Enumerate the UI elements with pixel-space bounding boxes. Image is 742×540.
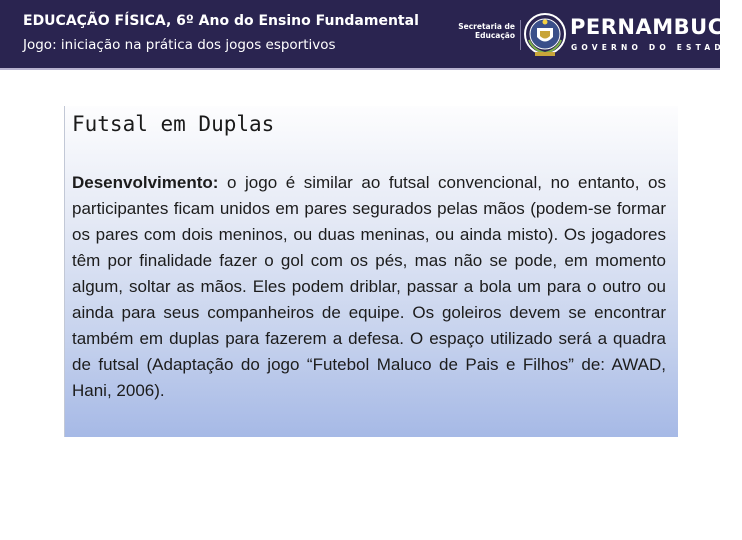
header-divider [0, 68, 720, 70]
body-paragraph: o jogo é similar ao futsal convencional, no entanto, os participantes ficam unidos em pares segurados pelas mãos (podem-se formar os pares com dois meninos, ou duas meninas, ou ainda misto). Os jogadores têm por finalidade fazer o gol com os pés, mas não se pode, em momento algum, soltar as mãos. Eles podem driblar, passar a bola um para o outro ou ainda para seus companheiros de equipe. Os goleiros devem se encontrar também em duplas para fazerem a defesa. O espaço utilizado será a quadra de futsal (Adaptação do jogo “Futebol Maluco de Pais e Filhos” de: AWAD, Hani, 2006). [72, 173, 666, 400]
course-title: EDUCAÇÃO FÍSICA, 6º Ano do Ensino Fundamental [23, 13, 419, 29]
slide-body-text [72, 170, 666, 404]
brand-name: PERNAMBUCO [570, 15, 742, 39]
secretaria-line2: Educação [475, 31, 515, 40]
course-subtitle: Jogo: iniciação na prática dos jogos esportivos [23, 37, 336, 53]
pernambuco-coat-of-arms-icon [523, 10, 567, 58]
secretaria-line1: Secretaria de [458, 22, 515, 31]
logo-divider [520, 20, 521, 50]
slide-title: Futsal em Duplas [72, 112, 275, 136]
secretaria-label [455, 22, 515, 40]
header-bar [0, 0, 742, 68]
lead-label: Desenvolvimento: [72, 173, 219, 192]
brand-subtitle: GOVERNO DO ESTADO [571, 43, 736, 52]
